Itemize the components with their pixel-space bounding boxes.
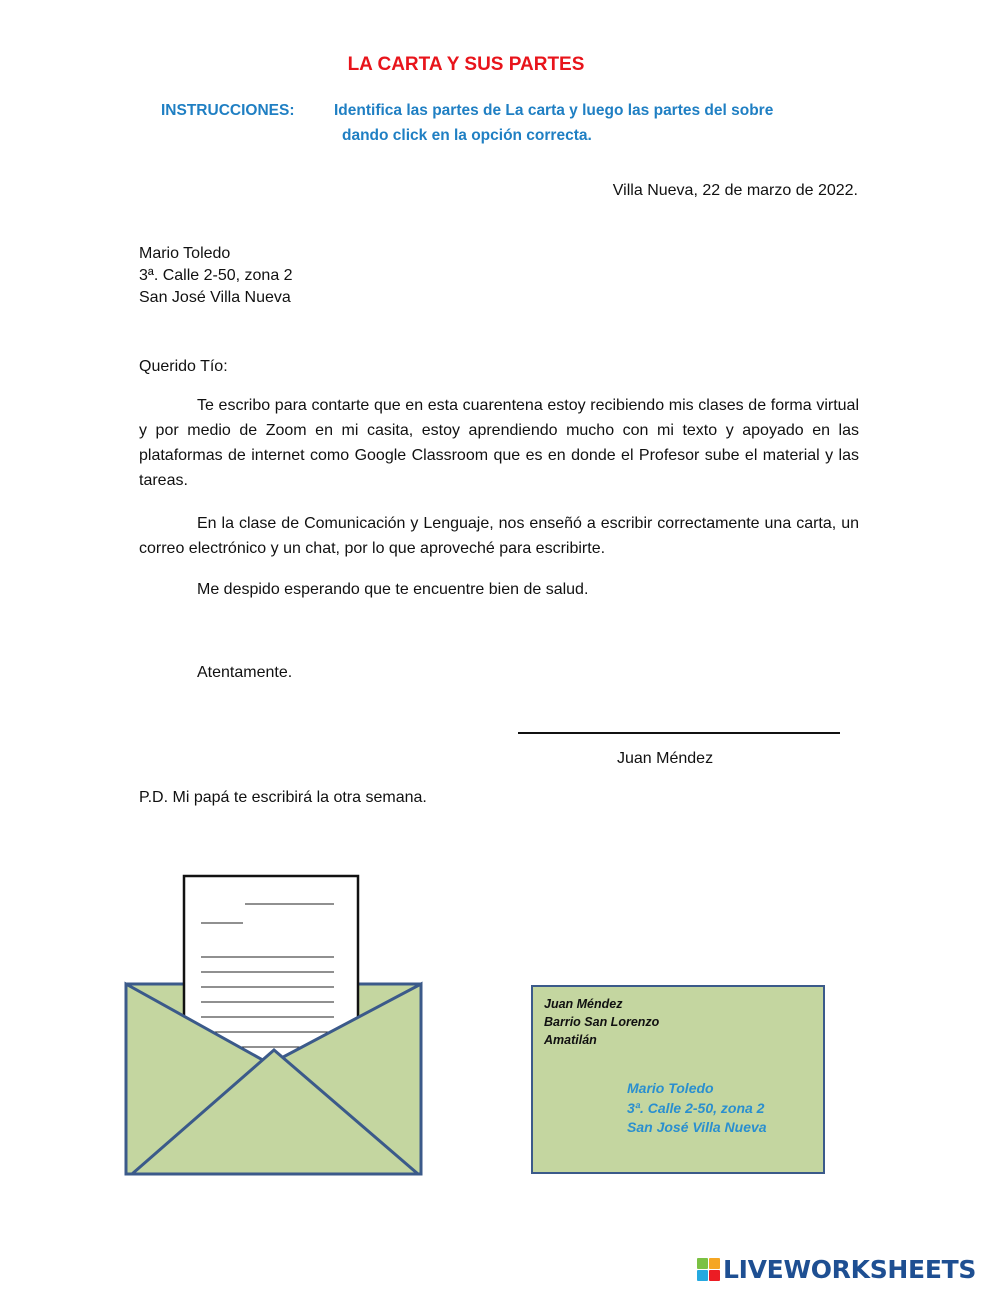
recipient-street: 3ª. Calle 2-50, zona 2 — [139, 267, 293, 284]
liveworksheets-logo — [697, 1254, 976, 1284]
letter-closing[interactable]: Atentamente. — [197, 664, 293, 681]
letter-farewell[interactable]: Me despido esperando que te encuentre bien de salud. — [197, 581, 589, 598]
sender-city: Amatilán — [544, 1033, 597, 1047]
envelope-recipient-city: San José Villa Nueva — [627, 1119, 767, 1135]
recipient-city: San José Villa Nueva — [139, 289, 291, 306]
letter-greeting[interactable]: Querido Tío: — [139, 358, 228, 375]
sender-name: Juan Méndez — [544, 997, 623, 1011]
envelope-recipient-street: 3ª. Calle 2-50, zona 2 — [627, 1099, 765, 1116]
letter-date[interactable]: Villa Nueva, 22 de marzo de 2022. — [612, 182, 858, 199]
envelope-recipient-name: Mario Toledo — [627, 1080, 714, 1096]
instructions-line-2: dando click en la opción correcta. — [342, 127, 592, 144]
letter-body-paragraph-2[interactable]: En la clase de Comunicación y Lenguaje, nos enseñó a escribir correctamente una carta, un correo electrónico y un chat, por lo que aproveché para escribirte. — [139, 515, 859, 557]
recipient-name: Mario Toledo — [139, 245, 231, 262]
logo-icon — [697, 1258, 720, 1281]
instructions-line-1: Identifica las partes de La carta y luego las partes del sobre — [334, 102, 774, 119]
letter-body-paragraph-1[interactable]: Te escribo para contarte que en esta cuarentena estoy recibiendo mis clases de forma virtual y por medio de Zoom en mi casita, estoy aprendiendo mucho con mi texto y apoyado en las plataformas de internet como Google Classroom que es en donde el Profesor sube el material y las tareas. — [139, 397, 859, 489]
letter-postscript[interactable]: P.D. Mi papá te escribirá la otra semana. — [139, 789, 427, 806]
sender-street: Barrio San Lorenzo — [544, 1015, 660, 1029]
envelope-sender-block[interactable] — [544, 995, 659, 1049]
page-title: LA CARTA Y SUS PARTES — [347, 54, 585, 75]
letter-signature[interactable]: Juan Méndez — [617, 750, 714, 767]
instructions-label: INSTRUCCIONES: — [161, 102, 295, 119]
envelope-recipient-block[interactable] — [627, 1079, 767, 1138]
logo-text: LIVEWORKSHEETS — [723, 1254, 977, 1284]
